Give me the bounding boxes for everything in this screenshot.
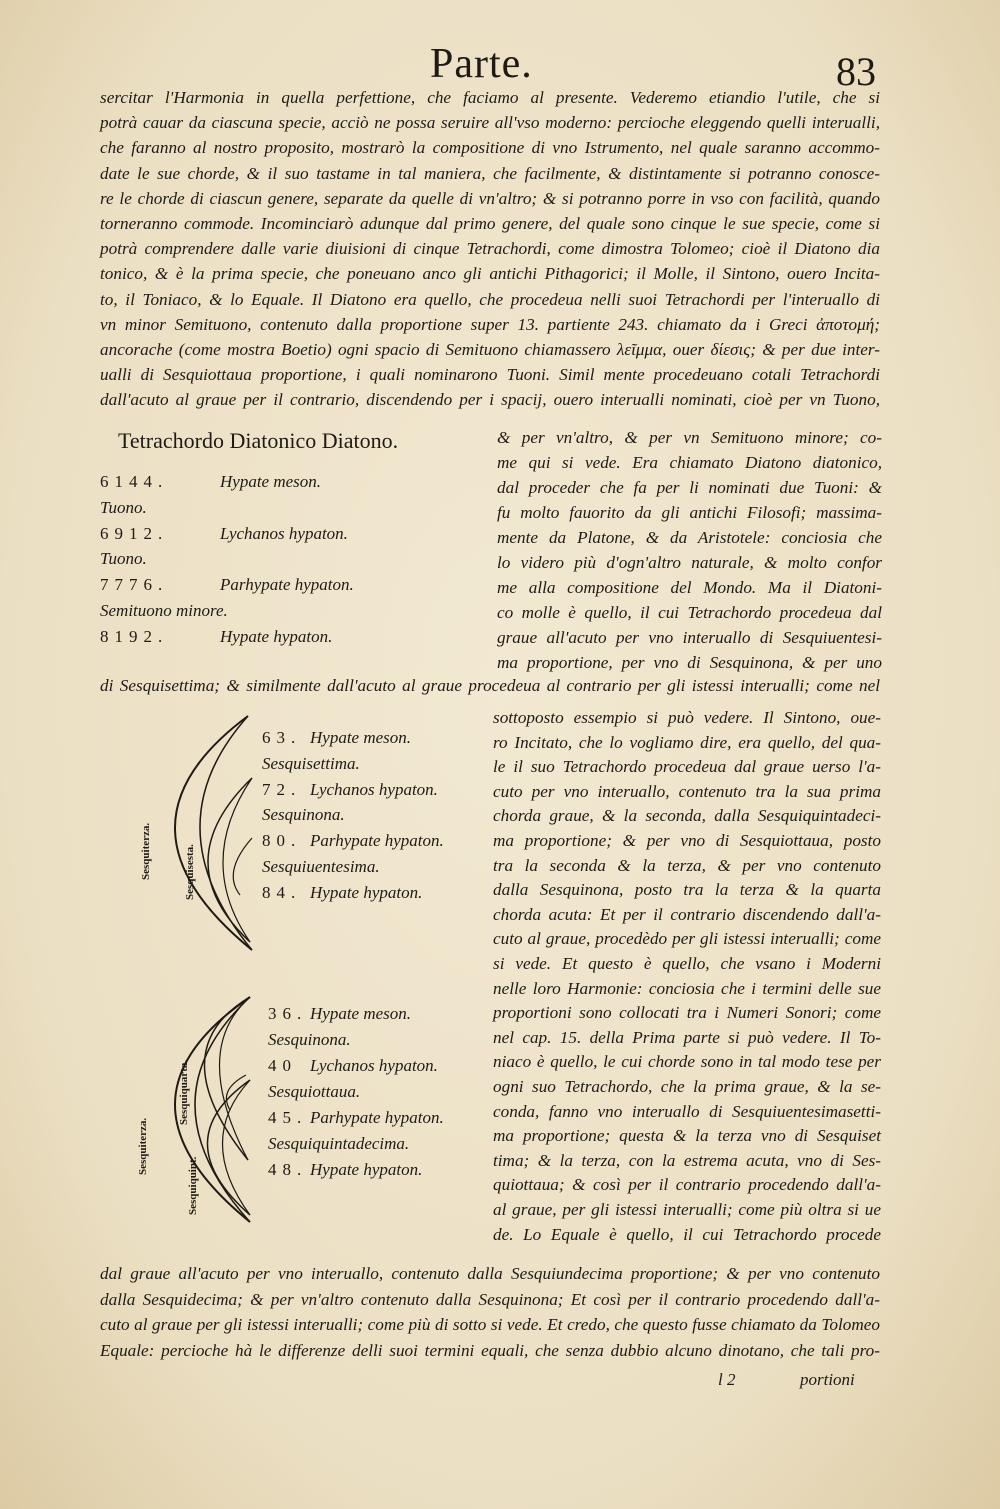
- sintono-upper-arc-inner: [219, 997, 250, 1160]
- signature-mark: l 2: [718, 1370, 736, 1389]
- molle-arcs: [175, 716, 252, 950]
- tone-number: 7776.: [100, 575, 169, 595]
- string-name: Parhypate hypaton.: [310, 1108, 444, 1127]
- molle-small-arc: [233, 838, 252, 895]
- sintono-outer-arc-inner: [195, 997, 250, 1222]
- tone-row: [268, 1108, 444, 1128]
- text-line: quiottaua; & così per il contrario procedendo dall'a-: [493, 1175, 881, 1195]
- interval-row: [262, 754, 360, 774]
- interval-row: [268, 1082, 360, 1102]
- text-line: & per vn'altro, & per vn Semituono minore; co-: [497, 428, 882, 447]
- text-line: me alla compositione del Mondo. Ma il Diatoni-: [497, 578, 882, 597]
- text-line: si vede. Et questo è quello, che vsano i Moderni: [493, 954, 881, 973]
- tone-number: 45.: [268, 1108, 308, 1127]
- text-line: nelle loro Harmonie: conciosia che i termini delle sue: [493, 978, 881, 998]
- tone-row: [262, 728, 412, 748]
- text-line: dalla Sesquidecima; & per vn'altro contenuto dalla Sesquinona; Et così per il contrario procedendo dall'a-: [100, 1289, 880, 1309]
- interval-label: Sesquiquintadecima.: [268, 1134, 410, 1153]
- text-line: mente da Platone, & da Aristotele: conciosia che: [497, 528, 882, 547]
- tone-number: 8192.: [100, 626, 169, 646]
- text-line: ro Incitato, che lo vogliamo dire, era quello, del qua-: [493, 732, 881, 752]
- text-line: sottoposto essempio si può vedere. Il Sintono, oue-: [493, 708, 881, 727]
- text-line: vn minor Semituono, contenuto dalla proportione super 13. partiente 243. chiamato da i Greci ἀποτομή;: [100, 314, 880, 334]
- interval-label: Sesquinona.: [262, 805, 345, 825]
- string-name: Hypate hypaton.: [310, 1160, 423, 1179]
- sintono-arc-label-upper: Sesquiquarta.: [178, 1059, 190, 1125]
- tone-row: [262, 779, 438, 800]
- tone-number: 48.: [268, 1160, 308, 1179]
- string-name: Hypate hypaton.: [310, 882, 423, 902]
- molle-inner-arc-outer: [208, 778, 252, 942]
- interval-row: [268, 1134, 409, 1154]
- text-line: to, il Toniaco, & lo Equale. Il Diatono era quello, che procedeua nelli suoi Tetrachordi per l'interuallo di: [100, 289, 880, 309]
- text-line: dalla Sesquinona, posto tra la terza & la quarta: [493, 880, 881, 900]
- string-name: Lychanos hypaton.: [310, 1056, 438, 1075]
- text-line: ma proportione, per vno di Sesquinona, & per uno: [497, 653, 882, 672]
- text-line: me qui si vede. Era chiamato Diatono diatonico,: [497, 453, 882, 472]
- interval-label: Sesquiuentesima.: [262, 857, 380, 876]
- text-line: lo videro più d'ogn'altro naturale, & molto confor: [497, 553, 882, 572]
- text-line: ualli di Sesquiottaua proportione, i quali nominarono Tuoni. Simil mente procedeuano cotali Tetrachordi: [100, 365, 880, 385]
- interval-label: Tuono.: [100, 497, 147, 517]
- text-line: ancorache (come mostra Boetio) ogni spacio di Semituono chiamassero λεῖμμα, ouer δίεσις; & per due inter-: [100, 340, 880, 359]
- running-header: Parte.: [430, 41, 533, 87]
- text-line: dall'acuto al graue per il contrario, discendendo per i spacij, ouero interualli nominati, cioè per vn Tuono,: [100, 390, 880, 410]
- interval-label: Sesquisettima.: [262, 753, 360, 773]
- text-line: proportioni sono collocati tra i Numeri Sonori; come: [493, 1003, 881, 1023]
- text-line: tra la seconda & la terza, & per vno contenuto: [493, 855, 881, 875]
- tone-number: 63.: [262, 728, 302, 747]
- tone-number: 84.: [262, 882, 302, 902]
- text-line: niaco è quello, le cui chorde sono in tal modo tese per: [493, 1052, 881, 1072]
- text-line: dal proceder che fa per li nominati due Tuoni: &: [497, 478, 882, 497]
- text-line: ogni suo Tetrachordo, che la prima graue, & la se-: [493, 1077, 881, 1096]
- string-name: Hypate meson.: [220, 472, 322, 491]
- text-line: tonico, & è la prima specie, che poneuano anco gli antichi Pithagorici; il Molle, il Sintono, ouero Incita-: [100, 264, 880, 284]
- tone-row: [268, 1056, 438, 1076]
- text-line: cuto al graue per gli istessi interualli; come più di sotto si vede. Et credo, che questo fusse chiamato da Tolomeo: [100, 1315, 880, 1334]
- sintono-small-arc: [226, 1075, 246, 1110]
- text-line: cuto al graue, procedèdo per gli istessi interualli; come: [493, 929, 881, 949]
- string-name: Parhypate hypaton.: [310, 831, 444, 851]
- sintono-arc-label-lower: Sesquiquint.: [187, 1156, 199, 1215]
- tone-row: [268, 1160, 423, 1180]
- text-line: al graue, per gli istessi interualli; come più oltra si ue: [493, 1200, 881, 1219]
- interval-label: Semituono minore.: [100, 601, 228, 620]
- text-line: torneranno commode. Incominciarò adunque dal primo genere, del quale sono cinque le sue specie, come si: [100, 214, 880, 233]
- text-line: fu molto fauorito da gli antichi Filosofi; massima-: [497, 503, 882, 522]
- tetrachord-diatono-title: Tetrachordo Diatonico Diatono.: [118, 428, 399, 453]
- string-name: Hypate meson.: [310, 1004, 412, 1023]
- molle-arc-label-inner: Sesquisesta.: [184, 844, 196, 900]
- text-line: Equale: percioche hà le differenze delli suoi termini equali, che senza dubbio alcuno dinotano, che tali pro-: [100, 1340, 880, 1360]
- tone-row: [262, 831, 444, 851]
- text-line: chorda graue, & la seconda, dalla Sesquiquintadeci-: [493, 806, 881, 826]
- interval-row: [262, 805, 345, 825]
- tone-number: 36.: [268, 1004, 308, 1023]
- molle-arc-label-outer: Sesquiterza.: [140, 822, 152, 880]
- text-line-mid: di Sesquisettima; & similmente dall'acuto al graue procedeua al contrario per gli istessi interualli; come nel: [100, 676, 880, 695]
- text-line: le il suo Tetrachordo procedeua dal graue uerso l'a-: [493, 757, 881, 777]
- string-name: Lychanos hypaton.: [220, 523, 348, 543]
- interval-row: [268, 1030, 351, 1050]
- string-name: Parhypate hypaton.: [220, 575, 354, 595]
- text-line: graue all'acuto per vno interuallo di Sesquiuentesi-: [497, 628, 882, 647]
- text-line: sercitar l'Harmonia in quella perfettione, che faciamo al presente. Vederemo etiandio l'utile, che si: [100, 88, 880, 107]
- text-line: chorda acuta: Et per il contrario discendendo dall'a-: [493, 904, 881, 924]
- tone-number: 40: [268, 1056, 297, 1075]
- tone-row: [262, 882, 423, 903]
- string-name: Lychanos hypaton.: [310, 779, 438, 799]
- tone-number: 80.: [262, 831, 302, 851]
- tone-number: 6912.: [100, 523, 169, 543]
- text-line: potrà comprendere dalle varie diuisioni di cinque Tetrachordi, come dimostra Tolomeo; cioè il Diatono dia: [100, 239, 880, 259]
- text-line: de. Lo Equale è quello, il cui Tetrachordo procede: [493, 1224, 881, 1244]
- tone-number: 6144.: [100, 472, 169, 491]
- text-line: nel cap. 15. della Prima parte si può vedere. Il To-: [493, 1027, 881, 1047]
- interval-label: Sesquiottaua.: [268, 1082, 361, 1101]
- interval-label: Sesquinona.: [268, 1030, 351, 1049]
- sintono-arc-label-outer: Sesquiterza.: [137, 1117, 149, 1175]
- text-line: che faranno al nostro proposito, mostrarò la compositione di vno Istrumento, nel quale saranno accommo-: [100, 138, 880, 158]
- string-name: Hypate meson.: [310, 728, 412, 747]
- text-line: re le chorde di ciascun genere, separate da quelle di vn'altro; & si potranno porre in vso con facilità, quando: [100, 188, 880, 208]
- catchword: portioni: [800, 1370, 855, 1389]
- text-line: ma proportione; questa & la terza vno di Sesquiset: [493, 1126, 881, 1146]
- string-name: Hypate hypaton.: [220, 626, 333, 646]
- text-line: co molle è quello, il cui Tetrachordo procedeua dal: [497, 603, 882, 622]
- text-line: ma proportione; & per vno di Sesquiottaua, posto: [493, 831, 881, 850]
- text-line: potrà cauar da ciascuna specie, acciò ne possa seruire all'vso moderno: percioche eleggendo quelli interualli,: [100, 113, 880, 133]
- text-line: tima; & la terza, con la estrema acuta, vno di Ses-: [493, 1150, 881, 1170]
- interval-label: Tuono.: [100, 549, 147, 569]
- interval-row: [262, 857, 380, 877]
- tone-number: 72.: [262, 779, 302, 799]
- text-line: cuto per vno interuallo, contenuto tra la sua prima: [493, 781, 881, 801]
- page-number: 83: [836, 49, 876, 94]
- tone-row: [268, 1004, 412, 1024]
- text-line: dal graue all'acuto per vno interuallo, contenuto dalla Sesquiundecima proportione; & per vno contenuto: [100, 1264, 880, 1283]
- text-line: conda, fanno vno interuallo di Sesquiuentesimasetti-: [493, 1101, 881, 1121]
- text-line: date le sue chorde, & il suo tastame in tal maniera, che facilmente, & distintamente si potranno conosce-: [100, 163, 880, 183]
